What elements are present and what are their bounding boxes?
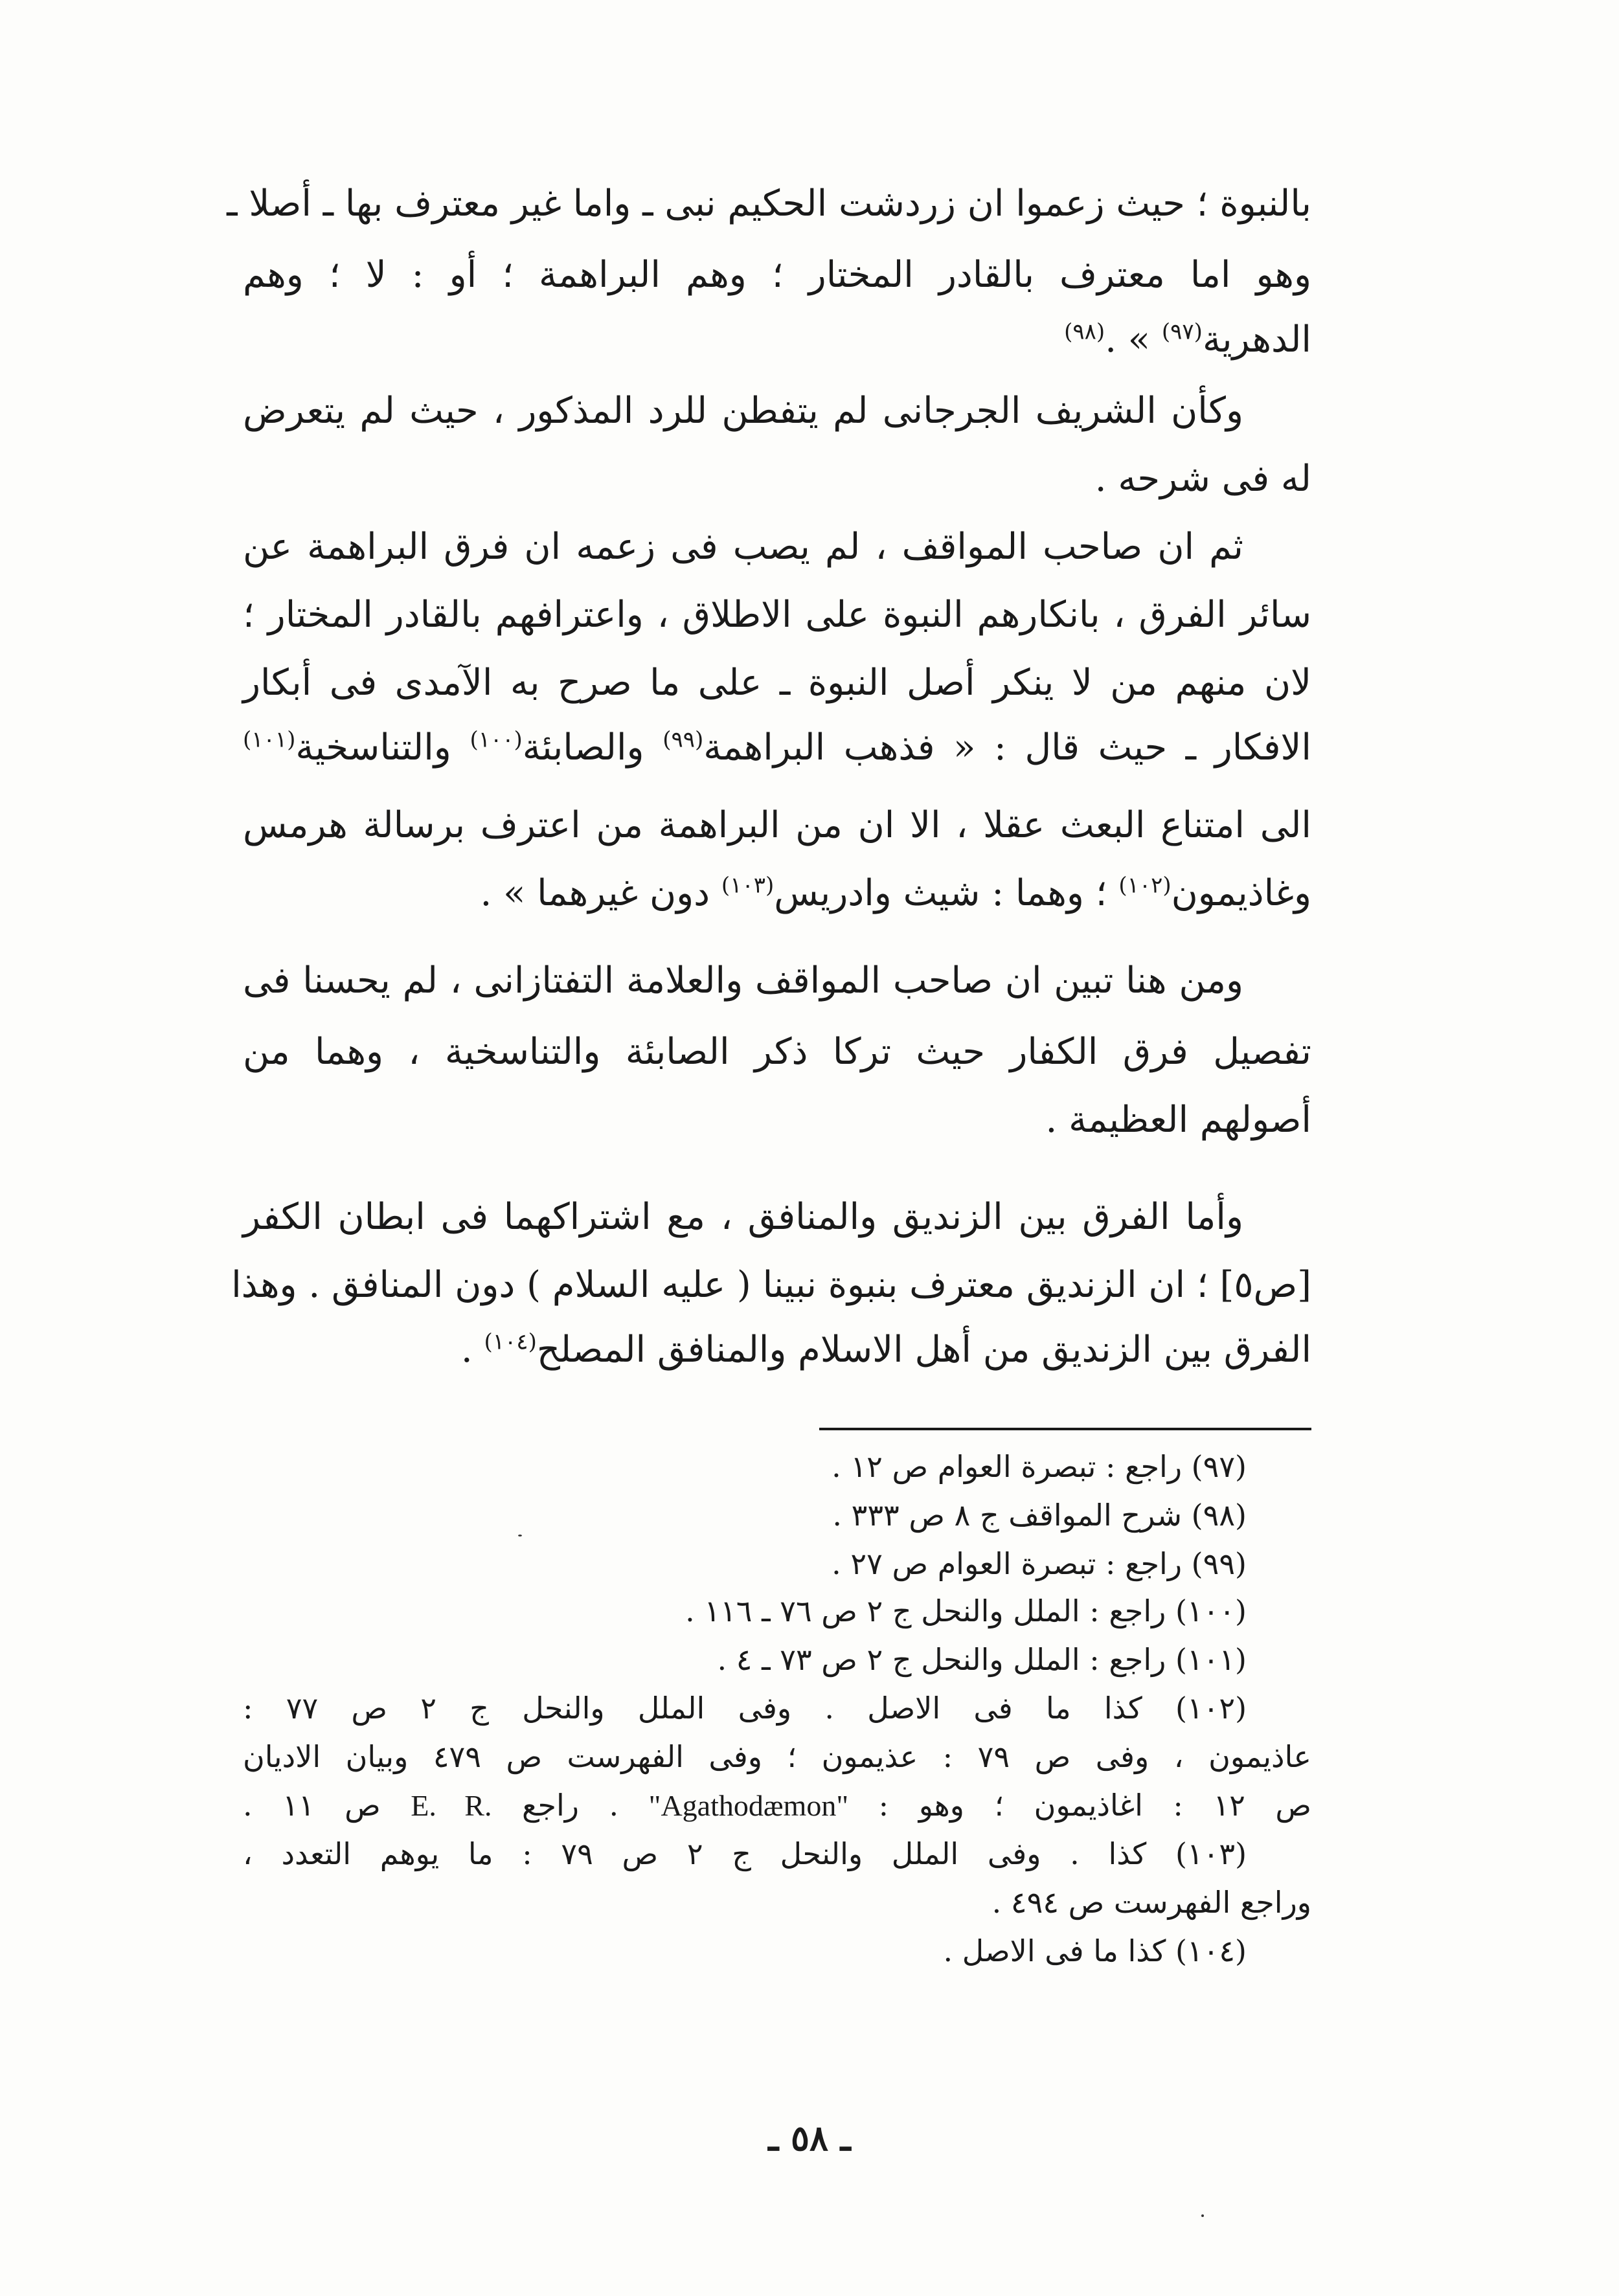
body-text: وغاذيمون <box>1171 872 1311 914</box>
body-text: . <box>460 1329 473 1371</box>
body-line: ومن هنا تبين ان صاحب المواقف والعلامة التفتازانى ، لم يحسنا فى <box>243 960 1243 1002</box>
footnote-ref: (١٠٣) <box>721 872 775 899</box>
body-line: ثم ان صاحب المواقف ، لم يصب فى زعمه ان فرق البراهمة عن <box>243 526 1243 568</box>
body-line: سائر الفرق ، بانكارهم النبوة على الاطلاق ، واعترافهم بالقادر المختار ؛ <box>243 594 1311 636</box>
body-text: دون غيرهما » . <box>480 872 710 914</box>
body-line: لان منهم من لا ينكر أصل النبوة ـ على ما صرح به الآمدى فى أبكار <box>243 662 1312 704</box>
body-text: الافكار ـ حيث قال : « فذهب البراهمة <box>703 726 1311 769</box>
footnote <box>243 1786 1311 1825</box>
footnote-ref: (١٠١) <box>243 726 296 753</box>
body-line: بالنبوة ؛ حيث زعموا ان زردشت الحكيم نبى ـ واما غير معترف بها ـ أصلا ـ <box>227 183 1311 225</box>
footnote: (١٠١) راجع : الملل والنحل ج ٢ ص ٧٣ ـ ٤ . <box>717 1642 1247 1677</box>
footnote: (١٠٤) كذا ما فى الاصل . <box>943 1933 1247 1968</box>
footnote-latin: "Agathodæmon" <box>648 1789 849 1822</box>
body-line <box>243 725 1311 771</box>
body-line: الى امتناع البعث عقلا ، الا ان من البراهمة من اعترف برسالة هرمس <box>243 804 1311 846</box>
body-line: وهو اما معترف بالقادر المختار ؛ وهم البراهمة ؛ أو : لا ؛ وهم <box>243 254 1311 296</box>
footnote-separator <box>819 1428 1311 1430</box>
body-text: الدهرية <box>1202 319 1311 361</box>
body-line: [ص٥] ؛ ان الزنديق معترف بنبوة نبينا ( عليه السلام ) دون المنافق . وهذا <box>231 1264 1311 1306</box>
footnote: (١٠٠) راجع : الملل والنحل ج ٢ ص ٧٦ ـ ١١٦ . <box>685 1593 1247 1628</box>
footnote-text: ص ١٢ : اغاذيمون ؛ وهو : <box>878 1788 1312 1823</box>
body-line <box>243 317 1311 363</box>
body-line: وأما الفرق بين الزنديق والمنافق ، مع اشتراكهما فى ابطان الكفر <box>243 1196 1243 1238</box>
scan-speck <box>1201 2214 1204 2217</box>
footnote: (١٠٢) كذا ما فى الاصل . وفى الملل والنحل ج ٢ ص ٧٧ : <box>243 1691 1247 1726</box>
footnote: (٩٧) راجع : تبصرة العوام ص ١٢ . <box>832 1449 1247 1484</box>
footnote-ref: (١٠٢) <box>1118 872 1172 899</box>
body-line: وكأن الشريف الجرجانى لم يتفطن للرد المذكور ، حيث لم يتعرض <box>243 390 1243 432</box>
footnote: (٩٨) شرح المواقف ج ٨ ص ٣٣٣ . <box>832 1498 1247 1533</box>
footnote-ref: (٩٨) <box>1064 319 1105 345</box>
scan-speck <box>518 1535 522 1536</box>
footnote-ref: (٩٧) <box>1161 319 1203 345</box>
footnote-text: . راجع <box>522 1788 619 1823</box>
footnote: عاذيمون ، وفى ص ٧٩ : عذيمون ؛ وفى الفهرست ص ٤٧٩ وبيان الاديان <box>243 1739 1311 1774</box>
footnote: (١٠٣) كذا . وفى الملل والنحل ج ٢ ص ٧٩ : ما يوهم التعدد ، <box>243 1836 1247 1871</box>
footnote: (٩٩) راجع : تبصرة العوام ص ٢٧ . <box>832 1546 1247 1581</box>
body-line: تفصيل فرق الكفار حيث تركا ذكر الصابئة والتناسخية ، وهما من <box>243 1031 1311 1073</box>
footnote-text: ص ١١ . <box>243 1788 381 1823</box>
body-line <box>243 1327 1311 1373</box>
body-line <box>243 871 1311 916</box>
body-text: الفرق بين الزنديق من أهل الاسلام والمنافق المصلح <box>536 1329 1311 1371</box>
body-line: له فى شرحه . <box>1094 458 1311 500</box>
footnote-ref: (٩٩) <box>662 726 704 753</box>
footnote-ref: (١٠٤) <box>484 1329 537 1355</box>
body-text: والتناسخية <box>295 726 451 769</box>
footnote-ref: (١٠٠) <box>470 726 523 753</box>
body-text: والصابئة <box>522 726 644 769</box>
body-text: ؛ وهما : شيث وادريس <box>774 872 1107 914</box>
footnote: وراجع الفهرست ص ٤٩٤ . <box>991 1885 1311 1920</box>
body-text: » . <box>1105 319 1151 361</box>
footnote-latin: E. R. <box>411 1789 492 1822</box>
page-number: ـ ٥٨ ـ <box>768 2117 851 2159</box>
body-line: أصولهم العظيمة . <box>1045 1099 1311 1141</box>
